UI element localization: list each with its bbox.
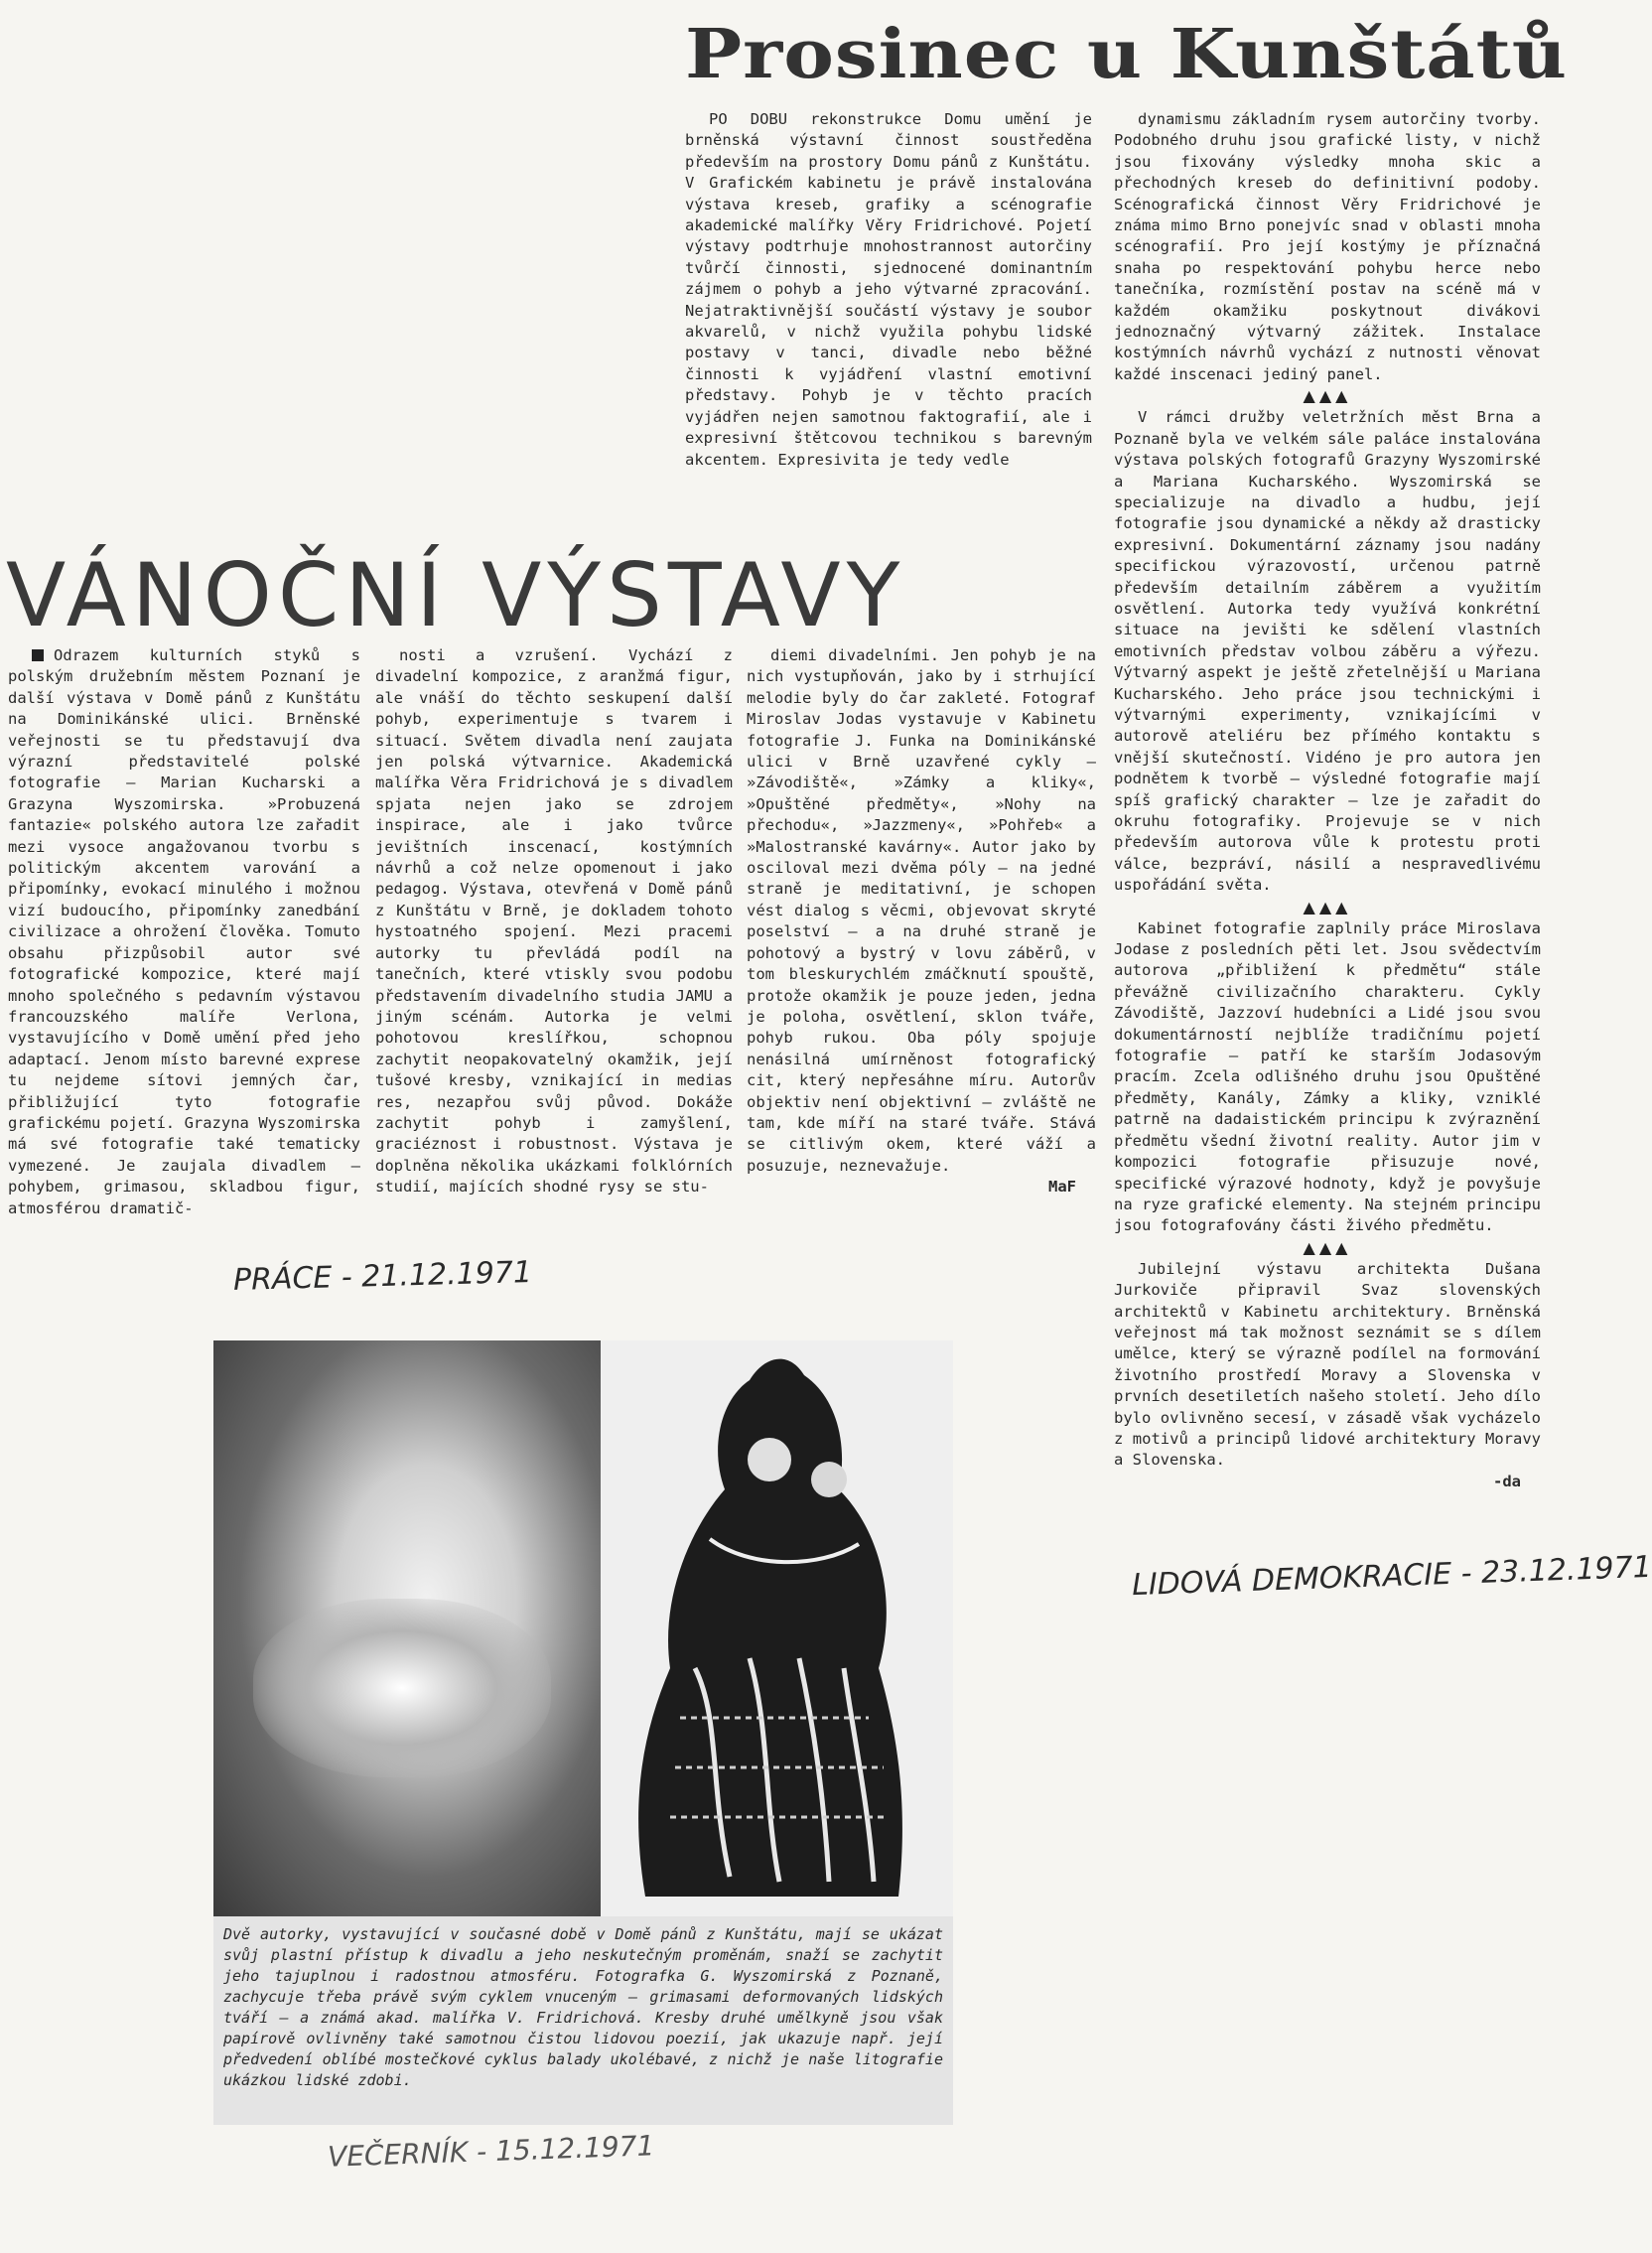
top-article-column-1 (685, 109, 1092, 506)
photo-woodcut-figures (601, 1340, 953, 1916)
bullet-square-icon (32, 649, 44, 661)
handwritten-source-lidova-demokracie: LIDOVÁ DEMOKRACIE - 23.12.1971 (1131, 1549, 1652, 1604)
main-article-signature: MaF (1048, 1178, 1076, 1197)
top-article-signature: -da (1493, 1472, 1521, 1490)
top-article-col2-p4: Jubilejní výstavu architekta Dušana Jurkoviče připravil Svaz slovenských architektů v Kabinetu architektury. Brněnská veřejnost má tak možnost seznámit se s dílem umělce, který se výrazně podílel na formování životního prostředí Moravy a Slovenska v prvních desetiletích našeho století. Jeho dílo bylo ovlivněno secesí, v zásadě však vycházelo z motivů a principů lidové architektury Moravy a Slovenska. (1114, 1259, 1541, 1470)
photo-face-closeup (213, 1340, 601, 1916)
top-article-col2-p1: dynamismu základním rysem autorčiny tvorby. Podobného druhu jsou grafické listy, v nichž jsou fixovány výsledky mnoha skic a přechodných kreseb do definitivní podoby. Scénografická činnost Věry Fridrichové je známa mimo Brno ponejvíc snad v oblasti mnoha scénografií. Pro její kostýmy je příznačná snaha po respektování pohybu herce nebo tanečníka, rozmístění postav na scéně má v každém okamžiku poskytnout divákovi jednoznačný výtvarný zážitek. Instalace kostýmních návrhů vychází z nutnosti věnovat každé inscenaci jediný panel. (1114, 110, 1541, 383)
top-article-col2-p2: V rámci družby veletržních měst Brna a Poznaně byla ve velkém sále paláce instalována výstava polských fotografů Grazyny Wyszomirské a Mariana Kucharského. Wyszomirská se specializuje na divadlo a hudbu, její fotografie jsou dynamické a někdy až drasticky expresivní. Dokumentární záznamy jsou nadány specifickou výrazovostí, určenou patrně především detailním záběrem a využitím osvětlení. Autorka tedy využívá konkrétní situace na jevišti ke sdělení vlastních emotivních představ volbou záběru a výřezu. Výtvarný aspekt je ještě zřetelnější u Mariana Kucharského. Jeho práce jsou technickými i výtvarnými experimenty, vznikajícími v autorově ateliéru bez přímého kontaktu s vnější skutečností. Vidéno je pro autora jen podnětem k tvorbě — výsledné fotografie mají spíš grafický charakter — lze je zařadit do okruhu fotografiky. Projevuje se v nich především autorova vůle k protestu proti válce, bezpráví, násilí a nespravedlivému uspořádání světa. (1114, 408, 1541, 895)
top-article-title: Prosinec u Kunštátů (685, 14, 1568, 94)
main-article-title: VÁNOČNÍ VÝSTAVY (6, 544, 906, 646)
separator-stars-2: ▲▲▲ (1303, 897, 1352, 916)
woodcut-figures-drawing (601, 1340, 953, 1916)
separator-stars-3: ▲▲▲ (1303, 1237, 1352, 1257)
main-article-col-c-text: diemi divadelními. Jen pohyb je na nich vystupňován, jako by i strhující melodie byly do čar zakleté. Fotograf Miroslav Jodas vystavuje v Kabinetu fotografie J. Funka na Dominikánské ulici v Brně uzavřené cykly — »Závodiště«, »Zámky a kliky«, »Opuštěné předměty«, »Nohy na přechodu«, »Jazzmeny«, »Pohřeb« a »Malostranské kavárny«. Autor jako by osciloval mezi dvěma póly — na jedné straně je meditativní, je schopen vést dialog s věcmi, objevovat skryté poselství — a na druhé straně je pohotový a bystrý v lovu záběrů, v tom bleskurychlém zmáčknutí spouště, protože okamžik je pouze jeden, jedna je poloha, osvětlení, sklon tváře, pohyb rukou. Oba póly spojuje nenásilná umírněnost fotografický cit, který nepřesáhne míru. Autorův objektiv není objektivní — zvláště ne tam, kde míří na staré tváře. Stává se citlivým okem, které váží a posuzuje, neznevažuje. (747, 646, 1096, 1175)
photo-face-highlight (253, 1599, 551, 1777)
main-article-col-a-text: Odrazem kulturních styků s polským družebním městem Poznaní je další výstava v Domě pánů z Kunštátu na Dominikánské ulici. Brněnské veřejnosti se tu představují dva výrazní představitelé polské fotografie — Marian Kucharski a Grazyna Wyszomirska. »Probuzená fantazie« polského autora lze zařadit mezi vysoce angažovanou tvorbu s politickým akcentem varování a připomínky, evokací minulého i možnou vizí budoucího, připomínky zanedbání civilizace a ohrožení člověka. Tomuto obsahu přizpůsobil autor své fotografické kompozice, které mají mnoho společného s pedavním výstavou francouzského malíře Verlona, vystavujícího v Domě umění před jeho adaptací. Jenom místo barevné exprese tu nejdeme sítovi jemných čar, přibližující tyto fotografie grafickému pojetí. Grazyna Wyszomirska má své fotografie také tematicky vymezené. Je zaujala divadlem — pohybem, grimasou, skladbou figur, atmosférou dramatič- (8, 646, 360, 1217)
main-article-column-c (747, 645, 1096, 1241)
photo-caption: Dvě autorky, vystavující v současné době v Domě pánů z Kunštátu, mají se ukázat svůj plastní přístup k divadlu a jeho neskutečným proměnám, snaží se zachytit jeho tajuplnou i radostnou atmosféru. Fotografka G. Wyszomirská z Poznaně, zachycuje třeba právě svým cyklem vnuceným — grimasami deformovaných lidských tváří — a známá akad. malířka V. Fridrichová. Kresby druhé umělkyně jsou však papírově ovlivněny také samotnou čistou lidovou poezií, jak ukazuje např. její předvedení oblíbé mostečkové cyklus balady ukolébavé, z nichž je naše litografie ukázkou lidské zdobi. (213, 1916, 953, 2125)
top-article-col1-text: PO DOBU rekonstrukce Domu umění je brněnská výstavní činnost soustředěna především na prostory Domu pánů z Kunštátu. V Grafickém kabinetu je právě instalována výstava kreseb, grafiky a scénografie akademické malířky Věry Fridrichové. Pojetí výstavy podtrhuje mnohostrannost autorčiny tvůrčí činnosti, sjednocené dominantním zájmem o pohyb a jeho výtvarné zpracování. Nejatraktivnější součástí výstavy je soubor akvarelů, v nichž využila pohybu lidské postavy v tanci, divadle nebo běžné činnosti k vyjádření vlastní emotivní představy. Pohyb je v těchto pracích vyjádřen nejen samotnou faktografií, ale i expresivní štětcovou technikou s barevným akcentem. Expresivita je tedy vedle (685, 110, 1092, 469)
main-article-column-a (8, 645, 360, 1231)
separator-stars-1: ▲▲▲ (1303, 386, 1352, 406)
handwritten-source-vecernik: VEČERNÍK - 15.12.1971 (327, 2129, 655, 2174)
photo-pair (213, 1340, 953, 1916)
top-article-col2-p3: Kabinet fotografie zaplnily práce Miroslava Jodase z posledních pěti let. Jsou svědectvím autorova „přibližení k předmětu“ stále převážně civilizačního charakteru. Cykly Závodiště, Jazzoví hudebníci a Lidé jsou svou dokumentárností nejblíže tradičnímu pojetí fotografie — patří ke starším Jodasovým pracím. Zcela odlišného druhu jsou Opuštěné předměty, Kanály, Zámky a kliky, vzniklé patrně na dadaistickém principu k zvýraznění předmětu všední životní reality. Autor jim v kompozici fotografie přisuzuje nové, specifické výrazové hodnoty, když je povyšuje na ryze grafické elementy. Na stejném principu jsou fotografovány části živého předmětu. (1114, 918, 1541, 1235)
top-article-column-2 (1114, 109, 1541, 1589)
main-article-column-b (375, 645, 733, 1231)
handwritten-source-prace: PRÁCE - 21.12.1971 (232, 1255, 533, 1298)
main-article-col-b-text: nosti a vzrušení. Vychází z divadelní kompozice, z aranžmá figur, ale vnáší do těchto seskupení další pohyb, experimentuje s tvarem i situací. Světem divadla není zaujata jen polská výtvarnice. Akademická malířka Věra Fridrichová je s divadlem spjata nejen jako se zdrojem inspirace, ale i jako tvůrce jevištních inscenací, kostýmních návrhů a což nelze opomenout i jako pedagog. Výstava, otevřená v Domě pánů z Kunštátu v Brně, je dokladem tohoto hystoatného spojení. Mezi pracemi autorky tu převládá podíl na tanečních, které vtiskly svou podobu představením divadelního studia JAMU a jiným scénám. Autorka je velmi pohotovou kreslířkou, schopnou zachytit neopakovatelný okamžik, její tušové kresby, vznikající in medias res, nezapřou svůj původ. Dokáže zachytit pohyb i zamyšlení, graciéznost i robustnost. Výstava je doplněna několika ukázkami folklórních studií, majících shodné rysy se stu- (375, 646, 733, 1197)
